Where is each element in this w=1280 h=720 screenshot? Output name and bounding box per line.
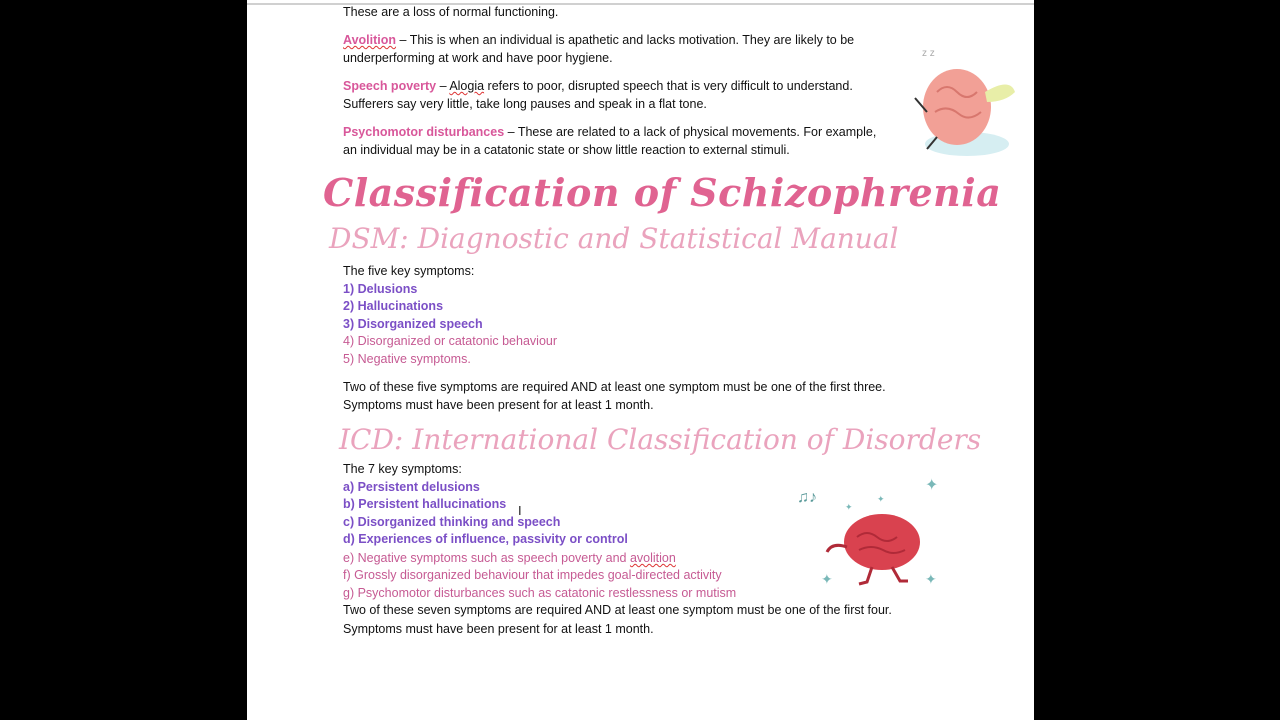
svg-text:✦: ✦ xyxy=(845,502,853,512)
icd-symptom: c) Disorganized thinking and speech xyxy=(343,515,561,529)
sleepy-brain-illustration xyxy=(907,42,1019,162)
dsm-symptom: 1) Delusions xyxy=(343,282,418,296)
dsm-symptom: 4) Disorganized or catatonic behaviour xyxy=(343,334,558,348)
icd-symptom: d) Experiences of influence, passivity or control xyxy=(343,532,628,546)
avolition-paragraph xyxy=(343,32,854,67)
avolition-text-2: underperforming at work and have poor hygiene. xyxy=(343,50,613,65)
psychomotor-text: – These are related to a lack of physical movements. For example, xyxy=(504,125,877,139)
avolition-word: avolition xyxy=(629,551,676,565)
dsm-symptom: 5) Negative symptoms. xyxy=(343,352,471,366)
avolition-text: – This is when an individual is apathetic and lacks motivation. They are likely to be xyxy=(396,33,855,47)
icd-intro: The 7 key symptoms: xyxy=(343,462,462,476)
intro-text: These are a loss of normal functioning. xyxy=(343,5,559,19)
icd-rule: Two of these seven symptoms are required AND at least one symptom must be one of the first four. xyxy=(343,603,892,617)
svg-text:z z: z z xyxy=(922,48,935,59)
icd-symptom: g) Psychomotor disturbances such as catatonic restlessness or mutism xyxy=(343,586,737,600)
speech-poverty-text-2: Sufferers say very little, take long pauses and speak in a flat tone. xyxy=(343,96,707,111)
dsm-heading: DSM: Diagnostic and Statistical Manual xyxy=(329,222,899,255)
speech-poverty-text: refers to poor, disrupted speech that is very difficult to understand. xyxy=(484,79,853,93)
icd-symptom-e: e) Negative symptoms such as speech poverty and xyxy=(343,551,630,565)
dancing-brain-illustration xyxy=(797,472,947,590)
dsm-rule: Two of these five symptoms are required AND at least one symptom must be one of the first three. xyxy=(343,380,886,394)
svg-text:✦: ✦ xyxy=(821,571,833,587)
icd-symptom: b) Persistent hallucinations xyxy=(343,497,507,511)
icd-duration: Symptoms must have been present for at least 1 month. xyxy=(343,622,654,636)
psychomotor-paragraph xyxy=(343,124,876,159)
svg-text:✦: ✦ xyxy=(925,571,937,587)
speech-poverty-term: Speech poverty xyxy=(343,79,437,93)
alogia-word: Alogia xyxy=(449,79,485,93)
text-cursor-icon: I xyxy=(518,503,522,518)
dash: – xyxy=(436,79,450,93)
icd-symptom: f) Grossly disorganized behaviour that impedes goal-directed activity xyxy=(343,568,722,582)
avolition-term: Avolition xyxy=(343,33,397,47)
svg-text:✦: ✦ xyxy=(925,477,939,494)
svg-text:✦: ✦ xyxy=(877,494,885,504)
dsm-symptom: 3) Disorganized speech xyxy=(343,317,483,331)
speech-poverty-paragraph xyxy=(343,78,853,113)
psychomotor-text-2: an individual may be in a catatonic state or show little reaction to external stimuli. xyxy=(343,142,790,157)
icd-heading: ICD: International Classification of Disorders xyxy=(339,423,982,456)
dsm-duration: Symptoms must have been present for at least 1 month. xyxy=(343,398,654,412)
document-page xyxy=(247,0,1034,720)
icd-symptom xyxy=(343,550,676,568)
dsm-intro: The five key symptoms: xyxy=(343,264,475,278)
icd-symptom: a) Persistent delusions xyxy=(343,480,480,494)
psychomotor-term: Psychomotor disturbances xyxy=(343,125,505,139)
svg-text:♫♪: ♫♪ xyxy=(797,489,817,506)
dsm-symptom: 2) Hallucinations xyxy=(343,299,444,313)
document-title: Classification of Schizophrenia xyxy=(323,170,1002,215)
